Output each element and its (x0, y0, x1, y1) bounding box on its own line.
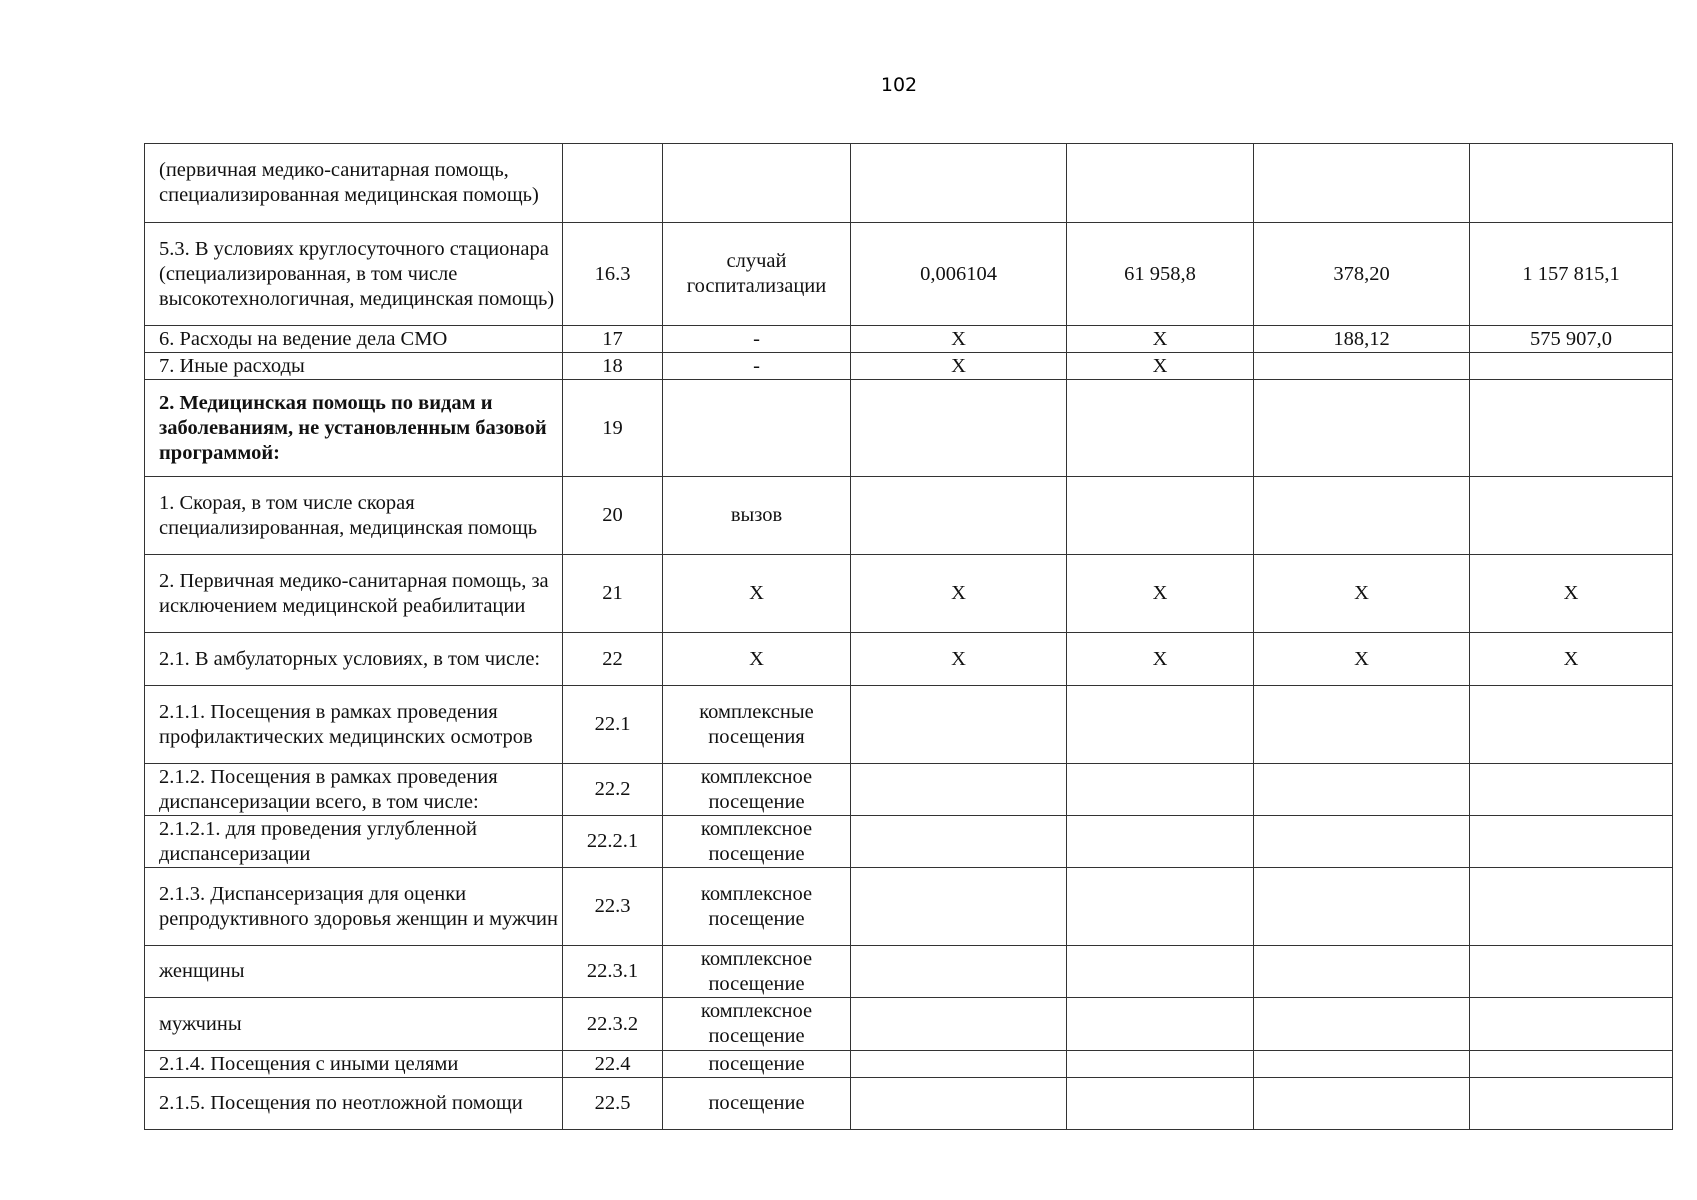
value-cell-4 (1470, 353, 1673, 380)
table-row (145, 946, 1673, 998)
row-number-cell: 21 (563, 555, 663, 633)
value-cell-3 (1254, 1051, 1470, 1078)
value-cell-1 (851, 868, 1067, 946)
value-cell-1 (851, 144, 1067, 223)
value-cell-1: 0,006104 (851, 223, 1067, 326)
value-cell-2 (1067, 1078, 1254, 1130)
row-name-cell: 5.3. В условиях круглосуточного стационара (специализированная, в том числе высокотехнологичная, медицинская помощь) (145, 223, 563, 326)
value-cell-3 (1254, 144, 1470, 223)
value-cell-3 (1254, 816, 1470, 868)
value-cell-4 (1470, 946, 1673, 998)
table-row (145, 353, 1673, 380)
row-name-cell: женщины (145, 946, 563, 998)
table-row (145, 686, 1673, 764)
value-cell-1 (851, 816, 1067, 868)
row-number-cell: 22.3 (563, 868, 663, 946)
row-name-cell: 7. Иные расходы (145, 353, 563, 380)
value-cell-1 (851, 686, 1067, 764)
value-cell-3 (1254, 380, 1470, 477)
value-cell-2 (1067, 764, 1254, 816)
value-cell-4 (1470, 816, 1673, 868)
value-cell-4 (1470, 1078, 1673, 1130)
value-cell-2 (1067, 477, 1254, 555)
unit-cell (663, 144, 851, 223)
page-number: 102 (880, 74, 918, 96)
value-cell-2 (1067, 868, 1254, 946)
row-name-cell: 2. Первичная медико-санитарная помощь, за исключением медицинской реабилитации (145, 555, 563, 633)
value-cell-1: X (851, 326, 1067, 353)
value-cell-1 (851, 998, 1067, 1051)
row-number-cell: 16.3 (563, 223, 663, 326)
value-cell-4: X (1470, 555, 1673, 633)
unit-cell: комплексное посещение (663, 868, 851, 946)
value-cell-4 (1470, 868, 1673, 946)
unit-cell: случай госпитализации (663, 223, 851, 326)
value-cell-3 (1254, 1078, 1470, 1130)
unit-cell: X (663, 555, 851, 633)
row-name-cell: мужчины (145, 998, 563, 1051)
unit-cell (663, 380, 851, 477)
row-name-cell: 2.1.4. Посещения с иными целями (145, 1051, 563, 1078)
value-cell-2 (1067, 1051, 1254, 1078)
value-cell-2 (1067, 144, 1254, 223)
value-cell-3 (1254, 868, 1470, 946)
value-cell-3 (1254, 764, 1470, 816)
unit-cell: X (663, 633, 851, 686)
row-name-cell: 1. Скорая, в том числе скорая специализированная, медицинская помощь (145, 477, 563, 555)
table-row (145, 555, 1673, 633)
row-name-cell: 2.1.5. Посещения по неотложной помощи (145, 1078, 563, 1130)
unit-cell: - (663, 353, 851, 380)
row-number-cell: 18 (563, 353, 663, 380)
row-number-cell: 22 (563, 633, 663, 686)
value-cell-3 (1254, 477, 1470, 555)
unit-cell: комплексное посещение (663, 998, 851, 1051)
unit-cell: комплексное посещение (663, 764, 851, 816)
table-row (145, 223, 1673, 326)
value-cell-2 (1067, 816, 1254, 868)
value-cell-4 (1470, 380, 1673, 477)
unit-cell: комплексное посещение (663, 816, 851, 868)
table-row (145, 477, 1673, 555)
value-cell-4: 575 907,0 (1470, 326, 1673, 353)
value-cell-2: X (1067, 633, 1254, 686)
row-name-cell: 2. Медицинская помощь по видам и заболеваниям, не установленным базовой программой: (145, 380, 563, 477)
row-number-cell: 22.2 (563, 764, 663, 816)
value-cell-4 (1470, 477, 1673, 555)
value-cell-3 (1254, 686, 1470, 764)
unit-cell: - (663, 326, 851, 353)
value-cell-2: X (1067, 555, 1254, 633)
value-cell-3: X (1254, 633, 1470, 686)
value-cell-4 (1470, 998, 1673, 1051)
row-number-cell (563, 144, 663, 223)
row-number-cell: 19 (563, 380, 663, 477)
value-cell-4 (1470, 764, 1673, 816)
value-cell-1: X (851, 633, 1067, 686)
data-table (144, 143, 1673, 1130)
row-name-cell: 6. Расходы на ведение дела СМО (145, 326, 563, 353)
value-cell-4 (1470, 686, 1673, 764)
value-cell-2 (1067, 380, 1254, 477)
table-row (145, 633, 1673, 686)
row-number-cell: 22.3.1 (563, 946, 663, 998)
row-number-cell: 22.1 (563, 686, 663, 764)
value-cell-1 (851, 1078, 1067, 1130)
value-cell-2 (1067, 946, 1254, 998)
value-cell-2 (1067, 686, 1254, 764)
value-cell-1 (851, 1051, 1067, 1078)
table-row (145, 326, 1673, 353)
row-name-cell: 2.1.2. Посещения в рамках проведения диспансеризации всего, в том числе: (145, 764, 563, 816)
table-row (145, 1078, 1673, 1130)
value-cell-4: X (1470, 633, 1673, 686)
row-name-cell: 2.1. В амбулаторных условиях, в том числе: (145, 633, 563, 686)
table-row (145, 380, 1673, 477)
value-cell-2 (1067, 998, 1254, 1051)
row-name-cell: (первичная медико-санитарная помощь, специализированная медицинская помощь) (145, 144, 563, 223)
unit-cell: вызов (663, 477, 851, 555)
value-cell-1 (851, 477, 1067, 555)
row-number-cell: 22.3.2 (563, 998, 663, 1051)
value-cell-3 (1254, 998, 1470, 1051)
row-number-cell: 20 (563, 477, 663, 555)
table-row (145, 868, 1673, 946)
value-cell-3 (1254, 353, 1470, 380)
value-cell-1 (851, 380, 1067, 477)
value-cell-2: 61 958,8 (1067, 223, 1254, 326)
row-number-cell: 17 (563, 326, 663, 353)
value-cell-1: X (851, 353, 1067, 380)
value-cell-4 (1470, 1051, 1673, 1078)
value-cell-4: 1 157 815,1 (1470, 223, 1673, 326)
unit-cell: комплексные посещения (663, 686, 851, 764)
value-cell-3 (1254, 946, 1470, 998)
value-cell-4 (1470, 144, 1673, 223)
row-number-cell: 22.5 (563, 1078, 663, 1130)
value-cell-1 (851, 764, 1067, 816)
value-cell-2: X (1067, 326, 1254, 353)
value-cell-3: X (1254, 555, 1470, 633)
unit-cell: посещение (663, 1051, 851, 1078)
table-row (145, 1051, 1673, 1078)
row-number-cell: 22.4 (563, 1051, 663, 1078)
table-body (145, 144, 1673, 1130)
value-cell-2: X (1067, 353, 1254, 380)
value-cell-3: 188,12 (1254, 326, 1470, 353)
value-cell-3: 378,20 (1254, 223, 1470, 326)
table-row (145, 816, 1673, 868)
unit-cell: посещение (663, 1078, 851, 1130)
row-name-cell: 2.1.3. Диспансеризация для оценки репродуктивного здоровья женщин и мужчин (145, 868, 563, 946)
table-row (145, 144, 1673, 223)
row-number-cell: 22.2.1 (563, 816, 663, 868)
unit-cell: комплексное посещение (663, 946, 851, 998)
value-cell-1 (851, 946, 1067, 998)
table-row (145, 764, 1673, 816)
value-cell-1: X (851, 555, 1067, 633)
row-name-cell: 2.1.2.1. для проведения углубленной диспансеризации (145, 816, 563, 868)
table-row (145, 998, 1673, 1051)
row-name-cell: 2.1.1. Посещения в рамках проведения профилактических медицинских осмотров (145, 686, 563, 764)
